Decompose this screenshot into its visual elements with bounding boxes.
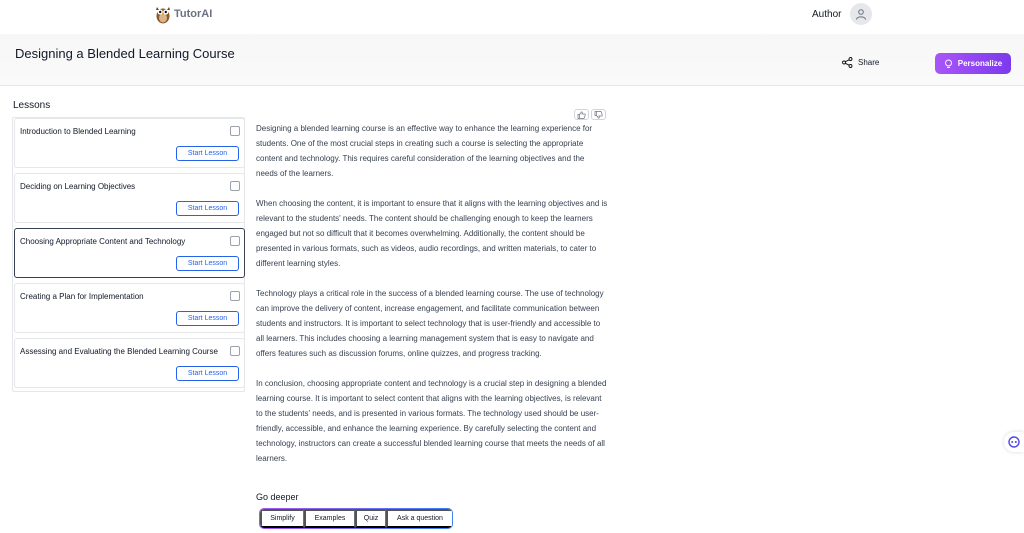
user-icon xyxy=(855,8,867,20)
lesson-complete-checkbox[interactable] xyxy=(230,236,240,246)
app-name: TutorAI xyxy=(174,8,213,20)
share-button[interactable] xyxy=(842,57,879,68)
lesson-complete-checkbox[interactable] xyxy=(230,126,240,136)
share-label: Share xyxy=(858,58,880,67)
lesson-card[interactable] xyxy=(14,283,245,333)
chat-bot-button[interactable] xyxy=(1004,432,1024,452)
lesson-title: Creating a Plan for Implementation xyxy=(20,292,144,301)
go-deeper-options xyxy=(259,508,453,529)
content-paragraph: Technology plays a critical role in the success of a blended learning course. The use of technology can improve the delivery of content, increase engagement, and facilitate communication between students and instructors. It is important to select technology that is user-friendly and accessible to all learners. This includes choosing a learning management system that is easy to navigate and offers features such as discussion forums, online quizzes, and progress tracking. xyxy=(256,289,604,358)
start-lesson-button[interactable]: Start Lesson xyxy=(176,311,239,326)
chat-bot-icon xyxy=(1008,436,1020,448)
lesson-card[interactable] xyxy=(14,118,245,168)
lesson-card-active[interactable] xyxy=(14,228,245,278)
ask-question-button[interactable]: Ask a question xyxy=(386,509,452,528)
top-bar xyxy=(0,0,1024,34)
lesson-content xyxy=(256,121,608,481)
lesson-list xyxy=(12,117,245,392)
feedback-buttons xyxy=(574,109,606,120)
thumbs-up-icon xyxy=(577,111,586,119)
lesson-complete-checkbox[interactable] xyxy=(230,291,240,301)
lesson-card[interactable] xyxy=(14,338,245,388)
lesson-complete-checkbox[interactable] xyxy=(230,346,240,356)
personalize-label: Personalize xyxy=(957,59,1003,68)
thumbs-up-button[interactable] xyxy=(574,109,589,120)
start-lesson-button[interactable]: Start Lesson xyxy=(176,146,239,161)
lesson-title: Introduction to Blended Learning xyxy=(20,127,136,136)
personalize-button[interactable] xyxy=(935,53,1011,74)
lesson-complete-checkbox[interactable] xyxy=(230,181,240,191)
avatar[interactable] xyxy=(850,3,872,25)
content-paragraph: Designing a blended learning course is an effective way to enhance the learning experience for students. One of the most crucial steps in creating such a course is selecting the appropriate content and technology. This requires careful consideration of the learning objectives and the needs of the learners. xyxy=(256,124,593,178)
lesson-title: Choosing Appropriate Content and Technology xyxy=(20,237,186,246)
start-lesson-button[interactable]: Start Lesson xyxy=(176,366,239,381)
start-lesson-button[interactable]: Start Lesson xyxy=(176,256,239,271)
examples-button[interactable]: Examples xyxy=(304,509,355,528)
start-lesson-button[interactable]: Start Lesson xyxy=(176,201,239,216)
thumbs-down-button[interactable] xyxy=(591,109,606,120)
course-header xyxy=(0,34,1024,86)
app-logo[interactable] xyxy=(155,4,212,24)
content-paragraph: When choosing the content, it is important to ensure that it aligns with the learning objectives and is relevant to the students' needs. The content should be challenging enough to keep the learners engaged but not so difficult that it becomes overwhelming. Additionally, the content should be presented in various formats, such as videos, audio recordings, and written materials, to cater to different learning styles. xyxy=(256,199,608,268)
quiz-button[interactable]: Quiz xyxy=(355,509,386,528)
author-label: Author xyxy=(812,9,842,20)
owl-logo-icon xyxy=(155,4,171,24)
lightbulb-icon xyxy=(944,59,953,69)
lesson-title: Deciding on Learning Objectives xyxy=(20,182,136,191)
lesson-title: Assessing and Evaluating the Blended Learning Course xyxy=(20,347,218,356)
page-title: Designing a Blended Learning Course xyxy=(15,46,235,61)
lesson-card[interactable] xyxy=(14,173,245,223)
content-paragraph: In conclusion, choosing appropriate content and technology is a crucial step in designing a blended learning course. It is important to select content that aligns with the learning objectives, is relevant to the students' needs, and is presented in various formats. The technology used should be user-friendly, accessible, and enhance the learning experience. By carefully selecting the content and technology, instructors can create a successful blended learning course that meets the needs of all learners. xyxy=(256,379,607,463)
lessons-heading: Lessons xyxy=(13,100,51,111)
simplify-button[interactable]: Simplify xyxy=(260,509,304,528)
go-deeper-heading: Go deeper xyxy=(256,492,299,502)
share-icon xyxy=(842,57,853,68)
thumbs-down-icon xyxy=(594,111,603,119)
